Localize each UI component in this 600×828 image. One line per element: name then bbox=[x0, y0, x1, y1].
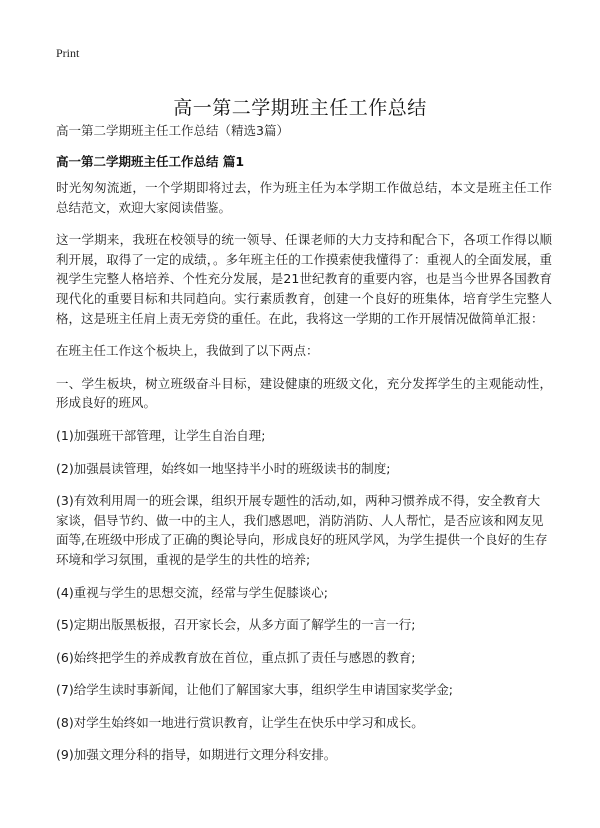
paragraph: 一、学生板块，树立班级奋斗目标，建设健康的班级文化，充分发挥学生的主观能动性，形成良好的班风。 bbox=[56, 375, 552, 411]
list-item: (2)加强晨读管理，始终如一地坚持半小时的班级读书的制度; bbox=[56, 460, 391, 476]
document-subtitle: 高一第二学期班主任工作总结（精选3篇） bbox=[56, 123, 289, 138]
print-label: Print bbox=[56, 46, 80, 60]
list-item: (3)有效利用周一的班会课，组织开展专题性的活动,如，两种习惯养成不得，安全教育大家谈，倡导节约、做一中的主人，我们感恩吧，消防消防、人人帮忙，是否应该和网友见面等,在班级中形成了正确的舆论导向，形成良好的班风学风，为学生提供一个良好的生存环境和学习氛围，重视的是学生的共性的培养; bbox=[56, 493, 548, 567]
paragraph: 时光匆匆流逝，一个学期即将过去，作为班主任为本学期工作做总结，本文是班主任工作总结范文，欢迎大家阅读借鉴。 bbox=[56, 180, 552, 215]
list-item: (6)始终把学生的养成教育放在首位，重点抓了责任与感恩的教育; bbox=[56, 649, 416, 665]
list-item: (8)对学生始终如一地进行赏识教育，让学生在快乐中学习和成长。 bbox=[56, 714, 424, 730]
list-item: (5)定期出版黑板报，召开家长会，从多方面了解学生的一言一行; bbox=[56, 617, 416, 633]
list-item: (7)给学生读时事新闻，让他们了解国家大事，组织学生申请国家奖学金; bbox=[56, 682, 453, 698]
list-item: (4)重视与学生的思想交流，经常与学生促膝谈心; bbox=[56, 584, 328, 600]
list-item: (1)加强班干部管理，让学生自治自理; bbox=[56, 427, 266, 443]
page-title: 高一第二学期班主任工作总结 bbox=[173, 96, 427, 119]
list-item: (9)加强文理分科的指导，如期进行文理分科安排。 bbox=[56, 747, 337, 763]
section-heading: 高一第二学期班主任工作总结 篇1 bbox=[56, 154, 245, 169]
paragraph: 这一学期来，我班在校领导的统一领导、任课老师的大力支持和配合下，各项工作得以顺利开展，取得了一定的成绩，。多年班主任的工作摸索使我懂得了：重视人的全面发展，重视学生完整人格培养、个性充分发展，是21世纪教育的重要内容，也是当今世界各国教育现代化的重要目标和共同趋向。实行素质教育，创建一个良好的班集体，培育学生完整人格，这是班主任肩上责无旁贷的重任。在此，我将这一学期的工作开展情况做简单汇报： bbox=[56, 232, 552, 326]
paragraph: 在班主任工作这个板块上，我做到了以下两点： bbox=[56, 343, 319, 359]
document-body bbox=[56, 178, 552, 778]
